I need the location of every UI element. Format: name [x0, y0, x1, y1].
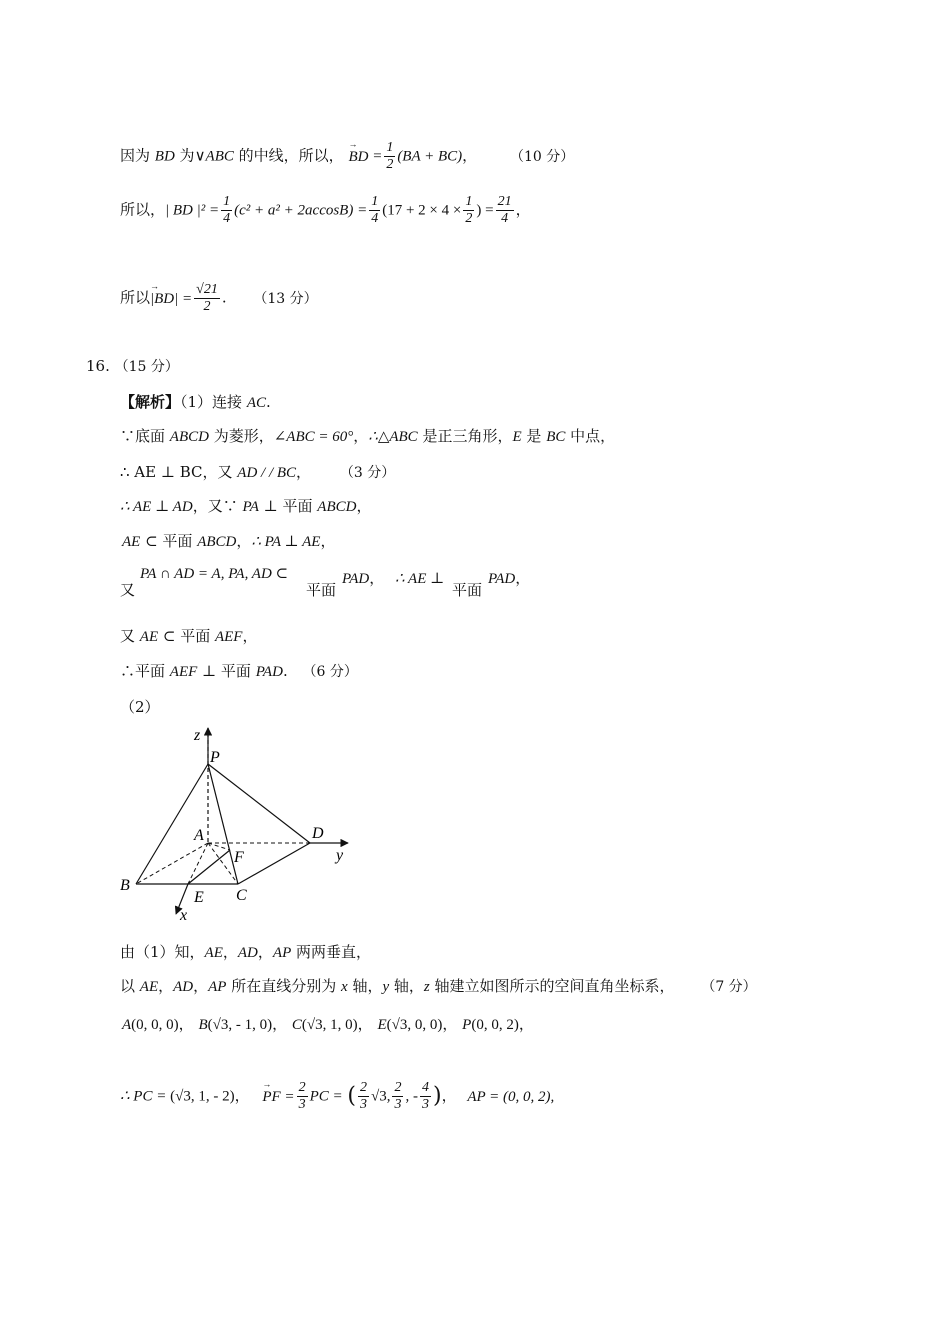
math: √3, [370, 1088, 391, 1105]
line-bd-result [120, 282, 318, 315]
text: ， [320, 532, 336, 550]
math: PA ∩ AD = A, PA, AD ⊂ [140, 566, 289, 582]
score-label: （3 分） [339, 465, 396, 481]
line-ae-perp-bc [120, 462, 395, 483]
edge-pb [136, 764, 208, 884]
math: ABCD [317, 499, 357, 515]
text: 平面 [452, 581, 483, 599]
math: ∴ AE ⊥ BC [120, 463, 203, 481]
math: (17 + 2 × 4 × [382, 202, 462, 219]
question-number: 16. [86, 357, 110, 375]
fraction: $\frac{√21}{2}$ [196, 282, 218, 314]
line-intersection [140, 563, 288, 584]
edge-ae [188, 843, 208, 884]
text: ， [296, 463, 312, 481]
text: ， [353, 427, 369, 445]
text: . [266, 393, 271, 411]
question-16-header [86, 356, 179, 377]
line-bd-squared [120, 194, 531, 227]
line-coordinate-system [120, 976, 757, 997]
text: （2） [120, 698, 160, 716]
math: PAD [488, 571, 516, 587]
text: ⊥ 平面 [197, 662, 256, 680]
math: A [122, 1017, 132, 1033]
math: AD [237, 945, 258, 961]
part-2-label [120, 697, 160, 717]
math: y [382, 979, 390, 995]
math: AE [122, 534, 141, 550]
text: ， [236, 532, 252, 550]
fraction: $\frac{2}{3}$ [394, 1080, 402, 1112]
text: ， [462, 146, 478, 165]
text: 轴建立如图所示的空间直角坐标系， [429, 977, 675, 995]
text: . [282, 662, 288, 680]
fraction: $\frac{1}{2}$ [465, 194, 473, 226]
math: AEF [169, 664, 198, 680]
text: ， [357, 1015, 373, 1033]
text: ， [234, 1086, 250, 1105]
vector-bd-abs: → |BD| = [150, 289, 192, 309]
label-c: C [236, 887, 247, 904]
line-intersection-plane2 [452, 580, 482, 600]
text: ， [518, 1015, 534, 1033]
math: (√3, - 1, 0) [207, 1017, 273, 1033]
math: AP [272, 945, 292, 961]
math: AE [139, 979, 159, 995]
text: 所在直线分别为 [226, 977, 342, 995]
math: (c² + a² + 2accosB) = [234, 202, 368, 219]
text: ， [178, 1015, 194, 1033]
text: 是正三角形， [417, 427, 513, 445]
text: （1）连接 [180, 393, 247, 411]
label-y: y [336, 847, 344, 864]
label-b: B [120, 877, 130, 894]
line-ae-perp-ad [120, 496, 371, 517]
text: ， [193, 977, 209, 995]
line-ae-in-aef [120, 626, 258, 647]
text: ， [369, 569, 385, 587]
line-bd-median [120, 140, 574, 173]
math: ∠ABC = 60° [273, 429, 354, 445]
label-z: z [194, 727, 201, 744]
math: AP = (0, 0, 2), [467, 1088, 555, 1105]
math: = [368, 148, 383, 165]
edge-pd [208, 764, 310, 843]
text: ，又 [202, 463, 238, 481]
score-label: （13 分） [253, 290, 318, 307]
math: AC [246, 395, 266, 411]
fraction: $\frac{21}{4}$ [497, 194, 512, 226]
text: ⊥ 平面 [258, 497, 318, 515]
label-a: A [194, 827, 204, 844]
text: 所以， [120, 200, 166, 219]
line-rhombus [120, 426, 615, 447]
math: AP [208, 979, 227, 995]
text: 平面 [306, 581, 337, 599]
text: ， [441, 1086, 457, 1105]
text: 轴， [347, 977, 383, 995]
text: 是 [521, 427, 547, 445]
math: ABCD [169, 429, 209, 445]
math: ∴△ABC [368, 429, 418, 445]
math: PAD [255, 664, 283, 680]
math: ) = [476, 202, 494, 219]
label-e: E [194, 889, 204, 906]
edge-cd [238, 843, 310, 884]
text: 因为 [120, 146, 155, 165]
edge-ef [188, 850, 230, 884]
line-intersection-pad2 [488, 568, 530, 589]
line-plane-perp [120, 661, 358, 682]
line-intersection-pad [342, 568, 444, 589]
math: B [198, 1017, 208, 1033]
text: ， [222, 943, 238, 961]
line-analysis [120, 392, 271, 413]
math: AE [204, 945, 223, 961]
pyramid-figure [110, 724, 370, 924]
math: AD [173, 979, 194, 995]
math: PC = [309, 1088, 343, 1105]
edge-ab [136, 843, 208, 884]
score-label: （10 分） [509, 148, 575, 165]
math: ∴ AE ⊥ [395, 571, 445, 587]
fraction: $\frac{4}{3}$ [421, 1080, 429, 1112]
analysis-heading: 【解析】 [120, 393, 181, 411]
text: ， [442, 1015, 458, 1033]
math: (√3, 1, 0) [301, 1017, 358, 1033]
text: 的中线，所以， [233, 146, 344, 165]
math: BC [546, 429, 566, 445]
math: BD [154, 148, 175, 165]
vector-pf: → PF = [262, 1087, 294, 1107]
text: ， [356, 497, 372, 515]
line-ae-in-plane [122, 531, 335, 552]
math: E [512, 429, 522, 445]
text: 为 [174, 146, 195, 165]
text: ， [272, 1015, 288, 1033]
text: 以 [120, 977, 140, 995]
fraction: $\frac{2}{3}$ [359, 1080, 367, 1112]
text: ， [515, 569, 531, 587]
edge-af [208, 843, 230, 850]
text: ∴平面 [120, 662, 170, 680]
math: (0, 0, 2) [471, 1017, 519, 1033]
math: AD / / BC [237, 465, 297, 481]
line-perpendicular [120, 942, 371, 963]
fraction: $\frac{1}{2}$ [386, 140, 394, 172]
text: ， [515, 200, 531, 219]
score-label: （6 分） [302, 664, 358, 680]
math: ∴ PC = [120, 1088, 171, 1105]
math: x [341, 979, 348, 995]
score-label: （7 分） [701, 979, 757, 995]
text: ， [242, 627, 258, 645]
edge-pc [208, 764, 238, 884]
math: P [462, 1017, 472, 1033]
label-x: x [180, 907, 188, 924]
math: PA [242, 499, 259, 515]
label-p: P [210, 749, 220, 766]
text: 又 [120, 627, 140, 645]
text: . [221, 288, 227, 307]
text: ，又∵ [192, 497, 243, 515]
math: C [291, 1017, 302, 1033]
math: | BD |² = [165, 202, 220, 219]
math: (0, 0, 0) [131, 1017, 179, 1033]
vector-bd: → BD [348, 147, 368, 167]
math: ABCD [197, 534, 237, 550]
label-d: D [312, 825, 324, 842]
text: 中点， [565, 427, 616, 445]
text: 又 [120, 581, 136, 599]
text: ∵底面 [120, 427, 170, 445]
text: ⊂ 平面 [158, 627, 215, 645]
text: ， [158, 977, 174, 995]
math: AEF [214, 629, 243, 645]
math: ∴ AE ⊥ AD [120, 499, 193, 515]
math: (√3, 1, - 2) [170, 1088, 235, 1105]
math: ∨ABC [194, 148, 234, 165]
text: 所以 [120, 288, 151, 307]
fraction: $\frac{1}{4}$ [371, 194, 379, 226]
line-vectors: ∴ PC = (√3, 1, - 2)， → PF = $\frac{2}{3}$ PC = ( $\frac{2}{3}$ √3, $\frac{2}{3}$ , - $\frac{4}{3}$ )， AP = (0, 0, 2), [120, 1080, 554, 1113]
fraction: $\frac{1}{4}$ [223, 194, 231, 226]
math: PAD [342, 571, 370, 587]
score-label: （15 分） [114, 359, 179, 375]
text: ， [257, 943, 273, 961]
math: AE [139, 629, 159, 645]
math: E [377, 1017, 387, 1033]
line-intersection-you [120, 580, 135, 600]
text: 两两垂直， [291, 943, 372, 961]
math: , - [405, 1088, 418, 1105]
text: ⊂ 平面 [140, 532, 198, 550]
line-intersection-plane [306, 580, 336, 600]
fraction: $\frac{2}{3}$ [298, 1080, 306, 1112]
text: 由（1）知， [120, 943, 205, 961]
line-coordinates [122, 1014, 534, 1035]
label-f: F [234, 849, 244, 866]
text: 轴， [389, 977, 424, 995]
math: (BA + BC) [397, 148, 463, 165]
math: z [423, 979, 430, 995]
text: 为菱形， [208, 427, 274, 445]
math: (√3, 0, 0) [386, 1017, 443, 1033]
math: ∴ PA ⊥ AE [251, 534, 321, 550]
